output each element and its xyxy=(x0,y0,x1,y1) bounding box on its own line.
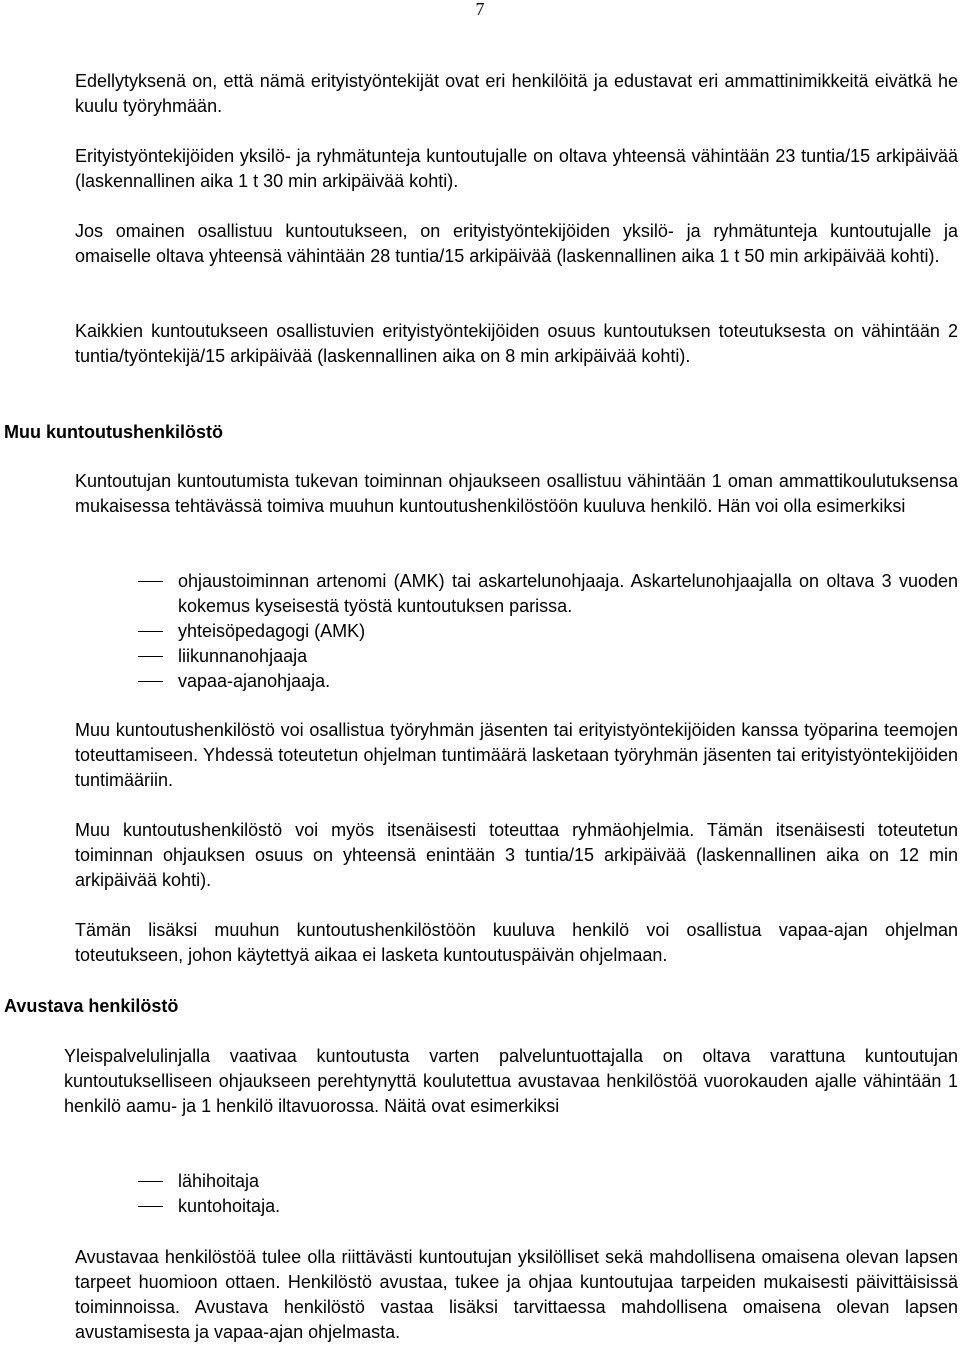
paragraph-text: Avustavaa henkilöstöä tulee olla riittävästi kuntoutujan yksilölliset sekä mahdollisena omaisena olevan lapsen tarpeet huomioon ottaen. Henkilöstö avustaa, tukee ja ohjaa kuntoutujaa tarpeiden mukaisesti päivittäisissä toiminnoissa. Avustava henkilöstö vastaa lisäksi tarvittaessa mahdollisena omaisena olevan lapsen avustamisesta ja vapaa-ajan ohjelmasta. xyxy=(75,1247,958,1342)
list-item: vapaa-ajanohjaaja. xyxy=(138,669,958,694)
section1-paragraph-2 xyxy=(75,718,958,793)
paragraph-text: Muu kuntoutushenkilöstö voi myös itsenäisesti toteuttaa ryhmäohjelmia. Tämän itsenäisesti toteutetun toiminnan ohjauksen osuus on yhteensä enintään 3 tuntia/15 arkipäivää (laskennallinen aika on 12 min arkipäivää kohti). xyxy=(75,820,958,890)
intro-paragraph-2 xyxy=(75,144,958,194)
section2-dash-list xyxy=(138,1169,958,1219)
paragraph-text: Muu kuntoutushenkilöstö voi osallistua työryhmän jäsenten tai erityistyöntekijöiden kanssa työparina teemojen toteuttamiseen. Yhdessä toteutetun ohjelman tuntimäärä lasketaan työryhmän jäsenten tai erityistyöntekijöiden tuntimääriin. xyxy=(75,720,958,790)
intro-paragraph-4 xyxy=(75,319,958,369)
list-item: yhteisöpedagogi (AMK) xyxy=(138,619,958,644)
list-item: liikunnanohjaaja xyxy=(138,644,958,669)
list-item: kuntohoitaja. xyxy=(138,1194,958,1219)
paragraph-text: Kaikkien kuntoutukseen osallistuvien erityistyöntekijöiden osuus kuntoutuksen toteutuksesta on vähintään 2 tuntia/työntekijä/15 arkipäivää (laskennallinen aika on 8 min arkipäivää kohti). xyxy=(75,321,958,366)
section2-paragraph-1 xyxy=(64,1044,958,1119)
paragraph-text: Yleispalvelulinjalla vaativaa kuntoutusta varten palveluntuottajalla on oltava varattuna kuntoutujan kuntoutukselliseen ohjaukseen perehtynyttä koulutettua avustavaa henkilöstöä vuorokauden ajalle vähintään 1 henkilö aamu- ja 1 henkilö iltavuorossa. Näitä ovat esimerkiksi xyxy=(64,1046,958,1116)
paragraph-text: Edellytyksenä on, että nämä erityistyöntekijät ovat eri henkilöitä ja edustavat eri ammattinimikkeitä eivätkä he kuulu työryhmään. xyxy=(75,71,958,116)
intro-paragraph-1 xyxy=(75,69,958,119)
paragraph-text: Tämän lisäksi muuhun kuntoutushenkilöstöön kuuluva henkilö voi osallistua vapaa-ajan ohjelman toteutukseen, johon käytettyä aikaa ei lasketa kuntoutuspäivän ohjelmaan. xyxy=(75,920,958,965)
section1-paragraph-1 xyxy=(75,469,958,519)
paragraph-text: Jos omainen osallistuu kuntoutukseen, on erityistyöntekijöiden yksilö- ja ryhmätunteja kuntoutujalle ja omaiselle oltava yhteensä vähintään 28 tuntia/15 arkipäivää (laskennallinen aika 1 t 50 min arkipäivää kohti). xyxy=(75,221,958,266)
section1-paragraph-4 xyxy=(75,918,958,968)
section1-dash-list xyxy=(138,569,958,694)
intro-paragraph-3 xyxy=(75,219,958,269)
section2-paragraph-2 xyxy=(75,1245,958,1345)
paragraph-text: Erityistyöntekijöiden yksilö- ja ryhmätunteja kuntoutujalle on oltava yhteensä vähintään 23 tuntia/15 arkipäivää (laskennallinen aika 1 t 30 min arkipäivää kohti). xyxy=(75,146,958,191)
section-heading-muu-kuntoutushenkilosto: Muu kuntoutushenkilöstö xyxy=(4,422,223,442)
list-item: ohjaustoiminnan artenomi (AMK) tai askartelunohjaaja. Askartelunohjaajalla on oltava 3 vuoden kokemus kyseisestä työstä kuntoutuksen parissa. xyxy=(138,569,958,619)
section-heading-avustava-henkilosto: Avustava henkilöstö xyxy=(4,996,179,1016)
paragraph-text: Kuntoutujan kuntoutumista tukevan toiminnan ohjaukseen osallistuu vähintään 1 oman ammattikoulutuksensa mukaisessa tehtävässä toimiva muuhun kuntoutushenkilöstöön kuuluva henkilö. Hän voi olla esimerkiksi xyxy=(75,471,958,516)
list-item: lähihoitaja xyxy=(138,1169,958,1194)
section1-paragraph-3 xyxy=(75,818,958,893)
page-number: 7 xyxy=(475,0,485,19)
